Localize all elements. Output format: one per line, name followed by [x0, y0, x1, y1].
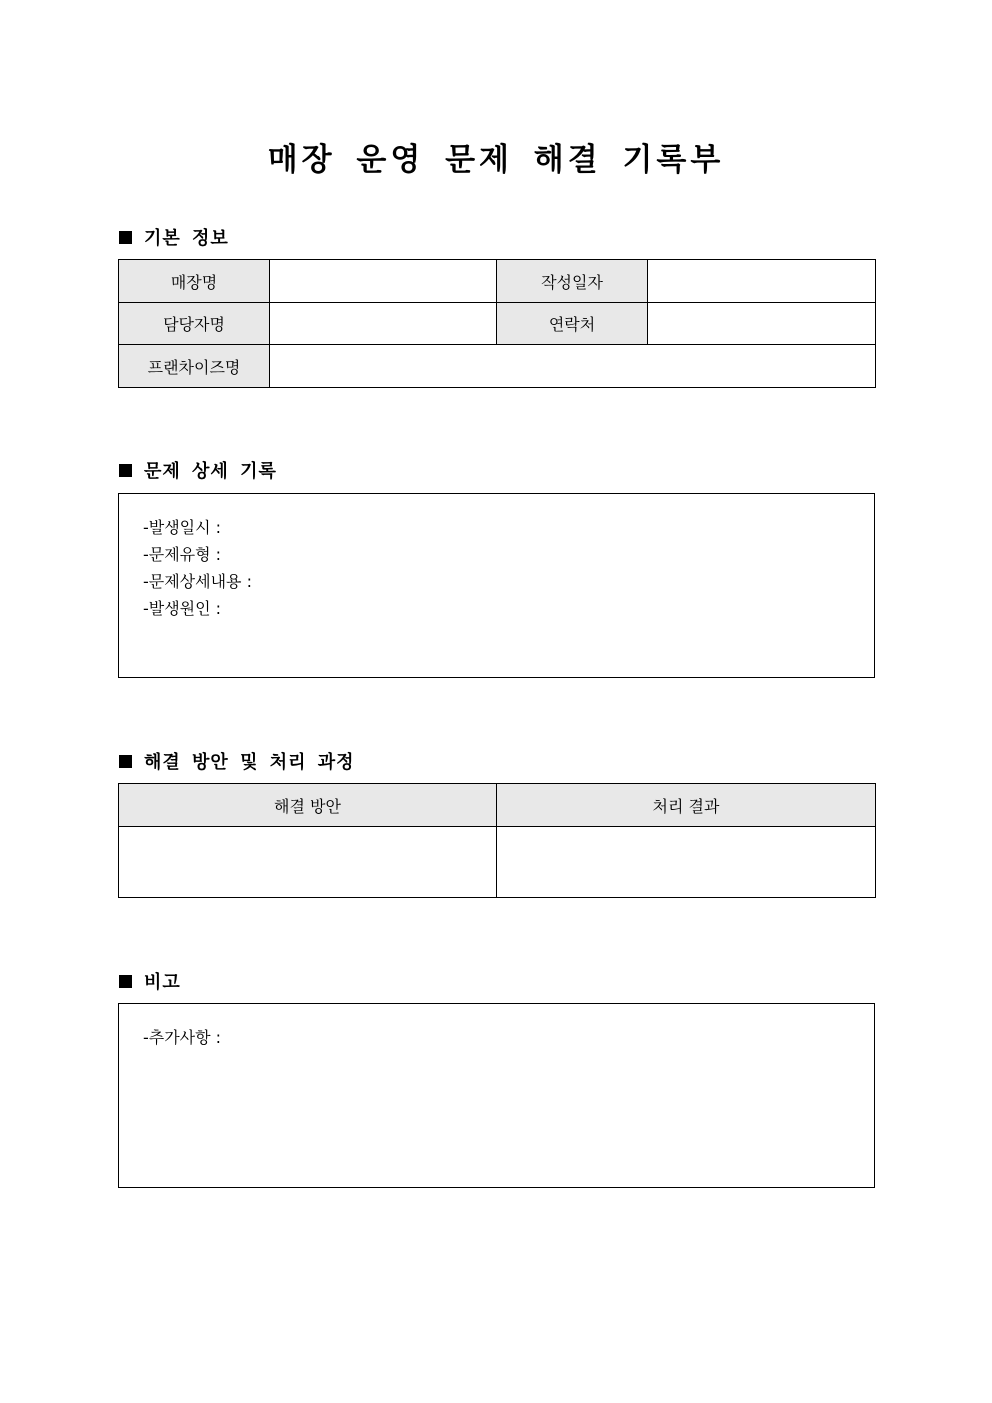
problem-description-line: -문제상세내용 : [143, 572, 252, 591]
problem-detail-lines [119, 494, 874, 622]
table-row [119, 827, 876, 898]
occurrence-datetime-line: -발생일시 : [143, 518, 222, 537]
problem-type-line: -문제유형 : [143, 545, 222, 564]
contact-field[interactable] [648, 303, 876, 345]
table-row [119, 303, 876, 345]
section-heading-basic-info [119, 224, 229, 250]
franchise-label: 프랜차이즈명 [119, 345, 270, 388]
additional-notes-line: -추가사항 : [143, 1028, 222, 1047]
store-name-field[interactable] [270, 260, 497, 303]
section-heading-label: 문제 상세 기록 [144, 461, 277, 482]
manager-field[interactable] [270, 303, 497, 345]
section-heading-label: 기본 정보 [144, 228, 229, 249]
remarks-box[interactable] [118, 1003, 875, 1188]
manager-label: 담당자명 [119, 303, 270, 345]
table-row [119, 784, 876, 827]
date-label: 작성일자 [497, 260, 648, 303]
table-row [119, 260, 876, 303]
resolution-table [118, 783, 876, 898]
franchise-field[interactable] [270, 345, 876, 388]
problem-detail-box[interactable] [118, 493, 875, 678]
result-header: 처리 결과 [497, 784, 876, 827]
section-heading-remarks [119, 968, 181, 994]
cause-line: -발생원인 : [143, 599, 222, 618]
square-bullet-icon [119, 755, 132, 768]
date-field[interactable] [648, 260, 876, 303]
solution-header: 해결 방안 [119, 784, 497, 827]
store-name-label: 매장명 [119, 260, 270, 303]
basic-info-table [118, 259, 876, 388]
table-row [119, 345, 876, 388]
section-heading-resolution [119, 748, 355, 774]
section-heading-problem-detail [119, 457, 277, 483]
section-heading-label: 해결 방안 및 처리 과정 [144, 752, 355, 773]
section-heading-label: 비고 [144, 972, 181, 993]
page-title: 매장 운영 문제 해결 기록부 [267, 142, 725, 178]
square-bullet-icon [119, 231, 132, 244]
result-field[interactable] [497, 827, 876, 898]
contact-label: 연락처 [497, 303, 648, 345]
solution-field[interactable] [119, 827, 497, 898]
square-bullet-icon [119, 464, 132, 477]
square-bullet-icon [119, 975, 132, 988]
remarks-lines [119, 1004, 874, 1051]
